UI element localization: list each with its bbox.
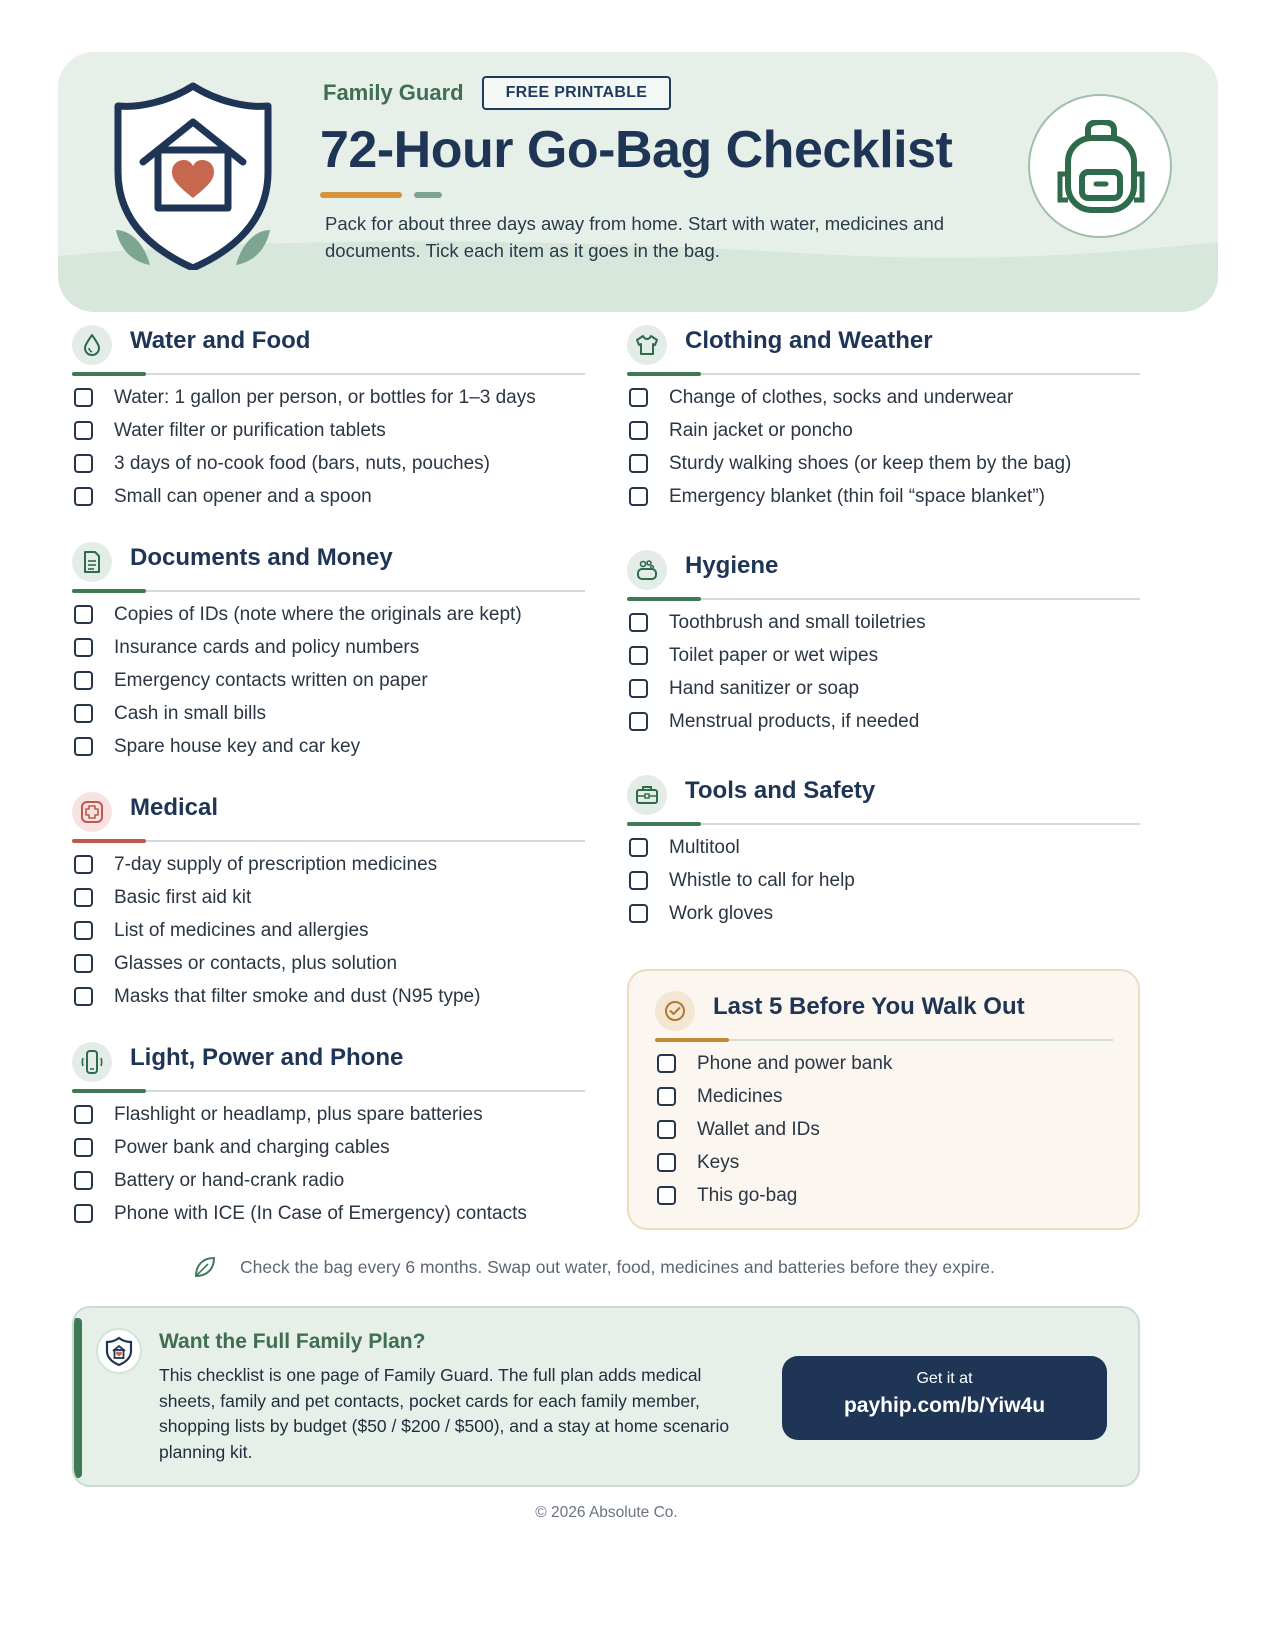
checklist-tools-safety bbox=[627, 831, 1140, 930]
checkbox[interactable] bbox=[629, 487, 648, 506]
section-water-food bbox=[72, 325, 585, 513]
checklist-item[interactable]: Sturdy walking shoes (or keep them by the bag) bbox=[627, 447, 1140, 480]
checklist-item[interactable]: Copies of IDs (note where the originals are kept) bbox=[72, 598, 585, 631]
section-hygiene bbox=[627, 550, 1140, 738]
checklist-hygiene bbox=[627, 606, 1140, 738]
section-title: Tools and Safety bbox=[685, 777, 876, 804]
shield-home-icon bbox=[108, 80, 278, 270]
checkbox[interactable] bbox=[74, 671, 93, 690]
header-banner bbox=[58, 52, 1218, 312]
section-title: Documents and Money bbox=[130, 544, 393, 571]
check-circle-icon bbox=[655, 991, 695, 1031]
checkbox[interactable] bbox=[629, 454, 648, 473]
checkbox[interactable] bbox=[74, 1138, 93, 1157]
checklist-item[interactable]: Work gloves bbox=[627, 897, 1140, 930]
checklist-item[interactable]: Water: 1 gallon per person, or bottles for 1–3 days bbox=[72, 381, 585, 414]
checklist-item[interactable]: Medicines bbox=[655, 1080, 1113, 1113]
checklist-item[interactable]: Phone with ICE (In Case of Emergency) contacts bbox=[72, 1197, 585, 1230]
checkbox[interactable] bbox=[74, 737, 93, 756]
checkbox[interactable] bbox=[74, 605, 93, 624]
checklist-item[interactable]: Glasses or contacts, plus solution bbox=[72, 947, 585, 980]
checkbox[interactable] bbox=[74, 1171, 93, 1190]
checklist-documents-money bbox=[72, 598, 585, 763]
shirt-icon bbox=[627, 325, 667, 365]
checkbox[interactable] bbox=[629, 712, 648, 731]
section-title: Medical bbox=[130, 794, 219, 821]
checkbox[interactable] bbox=[74, 1204, 93, 1223]
maintenance-tip bbox=[192, 1254, 995, 1280]
backpack-icon bbox=[1056, 120, 1146, 216]
checklist-item[interactable]: Spare house key and car key bbox=[72, 730, 585, 763]
intro-text: Pack for about three days away from home. Start with water, medicines and documents. Tick each item as it goes in the bag. bbox=[325, 213, 945, 261]
checklist-item[interactable]: Toothbrush and small toiletries bbox=[627, 606, 1140, 639]
checkbox[interactable] bbox=[657, 1054, 676, 1073]
cta-prefix: Get it at bbox=[916, 1370, 973, 1387]
checklist-item[interactable]: This go-bag bbox=[655, 1179, 1113, 1212]
checkbox[interactable] bbox=[629, 871, 648, 890]
checklist-item[interactable]: Battery or hand-crank radio bbox=[72, 1164, 585, 1197]
brand-name: Family Guard bbox=[323, 80, 464, 105]
section-title: Last 5 Before You Walk Out bbox=[713, 993, 1025, 1020]
backpack-badge bbox=[1028, 94, 1172, 238]
checklist-item[interactable]: Hand sanitizer or soap bbox=[627, 672, 1140, 705]
section-last-five bbox=[655, 991, 1113, 1212]
checklist-item[interactable]: Power bank and charging cables bbox=[72, 1131, 585, 1164]
checklist-item[interactable]: Keys bbox=[655, 1146, 1113, 1179]
checkbox[interactable] bbox=[74, 921, 93, 940]
toolbox-icon bbox=[627, 775, 667, 815]
checklist-item[interactable]: Multitool bbox=[627, 831, 1140, 864]
checklist-item[interactable]: Emergency contacts written on paper bbox=[72, 664, 585, 697]
section-title: Water and Food bbox=[130, 327, 311, 354]
checklist-light-power-phone bbox=[72, 1098, 585, 1230]
checkbox[interactable] bbox=[657, 1186, 676, 1205]
page-title: 72-Hour Go-Bag Checklist bbox=[320, 121, 953, 179]
checklist-item[interactable]: Toilet paper or wet wipes bbox=[627, 639, 1140, 672]
section-tools-safety bbox=[627, 775, 1140, 930]
checklist-item[interactable]: List of medicines and allergies bbox=[72, 914, 585, 947]
checkbox[interactable] bbox=[74, 454, 93, 473]
checklist-item[interactable]: Flashlight or headlamp, plus spare batteries bbox=[72, 1098, 585, 1131]
medical-cross-icon bbox=[72, 792, 112, 832]
promo-title: Want the Full Family Plan? bbox=[159, 1330, 426, 1353]
checklist-medical bbox=[72, 848, 585, 1013]
checkbox[interactable] bbox=[629, 421, 648, 440]
checklist-item[interactable]: Wallet and IDs bbox=[655, 1113, 1113, 1146]
checklist-last-five bbox=[655, 1047, 1113, 1212]
leaf-icon bbox=[192, 1254, 218, 1280]
checkbox[interactable] bbox=[74, 1105, 93, 1124]
section-light-power-phone bbox=[72, 1042, 585, 1230]
promo-text: This checklist is one page of Family Guard. The full plan adds medical sheets, family and pet contacts, pocket cards for each family member, shopping lists by budget ($50 / $200 / $500), and a stay at home scenario planning kit. bbox=[159, 1365, 730, 1462]
section-title: Clothing and Weather bbox=[685, 327, 933, 354]
checklist-water-food bbox=[72, 381, 585, 513]
checkbox[interactable] bbox=[74, 888, 93, 907]
checklist-item[interactable]: Insurance cards and policy numbers bbox=[72, 631, 585, 664]
checklist-item[interactable]: Rain jacket or poncho bbox=[627, 414, 1140, 447]
checklist-item[interactable]: Cash in small bills bbox=[72, 697, 585, 730]
section-clothing-weather bbox=[627, 325, 1140, 513]
promo-card bbox=[72, 1306, 1140, 1487]
checkbox[interactable] bbox=[74, 987, 93, 1006]
soap-icon bbox=[627, 550, 667, 590]
checkbox[interactable] bbox=[629, 679, 648, 698]
checkbox[interactable] bbox=[74, 954, 93, 973]
checkbox[interactable] bbox=[629, 646, 648, 665]
checkbox[interactable] bbox=[74, 421, 93, 440]
checklist-item[interactable]: 3 days of no-cook food (bars, nuts, pouches) bbox=[72, 447, 585, 480]
phone-icon bbox=[72, 1042, 112, 1082]
checklist-item[interactable]: Whistle to call for help bbox=[627, 864, 1140, 897]
checkbox[interactable] bbox=[629, 388, 648, 407]
promo-accent-bar bbox=[74, 1318, 82, 1478]
section-medical bbox=[72, 792, 585, 1013]
checklist-clothing-weather bbox=[627, 381, 1140, 513]
checkbox[interactable] bbox=[74, 487, 93, 506]
document-icon bbox=[72, 542, 112, 582]
copyright-footer: © 2026 Absolute Co. bbox=[535, 1504, 678, 1521]
checklist-item[interactable]: Phone and power bank bbox=[655, 1047, 1113, 1080]
checkbox[interactable] bbox=[629, 838, 648, 857]
checkbox[interactable] bbox=[74, 388, 93, 407]
section-title: Hygiene bbox=[685, 552, 779, 579]
get-plan-button[interactable] bbox=[782, 1356, 1107, 1440]
shield-logo-icon bbox=[96, 1328, 142, 1374]
checklist-item[interactable]: Basic first aid kit bbox=[72, 881, 585, 914]
checkbox[interactable] bbox=[629, 904, 648, 923]
checklist-item[interactable]: Small can opener and a spoon bbox=[72, 480, 585, 513]
cta-url[interactable]: payhip.com/b/Yiw4u bbox=[843, 1394, 1046, 1417]
checklist-item[interactable]: Water filter or purification tablets bbox=[72, 414, 585, 447]
checklist-item[interactable]: 7-day supply of prescription medicines bbox=[72, 848, 585, 881]
section-title: Light, Power and Phone bbox=[130, 1044, 404, 1071]
checkbox[interactable] bbox=[74, 704, 93, 723]
checklist-item[interactable]: Menstrual products, if needed bbox=[627, 705, 1140, 738]
checklist-item[interactable]: Change of clothes, socks and underwear bbox=[627, 381, 1140, 414]
checkbox[interactable] bbox=[74, 855, 93, 874]
free-printable-badge: FREE PRINTABLE bbox=[482, 76, 672, 110]
checkbox[interactable] bbox=[657, 1120, 676, 1139]
checkbox[interactable] bbox=[629, 613, 648, 632]
checkbox[interactable] bbox=[657, 1087, 676, 1106]
last-five-card bbox=[627, 969, 1140, 1230]
checkbox[interactable] bbox=[657, 1153, 676, 1172]
checklist-item[interactable]: Emergency blanket (thin foil “space blanket”) bbox=[627, 480, 1140, 513]
tip-text: Check the bag every 6 months. Swap out water, food, medicines and batteries before they expire. bbox=[240, 1256, 995, 1277]
checklist-item[interactable]: Masks that filter smoke and dust (N95 type) bbox=[72, 980, 585, 1013]
section-documents-money bbox=[72, 542, 585, 763]
water-drop-icon bbox=[72, 325, 112, 365]
checkbox[interactable] bbox=[74, 638, 93, 657]
